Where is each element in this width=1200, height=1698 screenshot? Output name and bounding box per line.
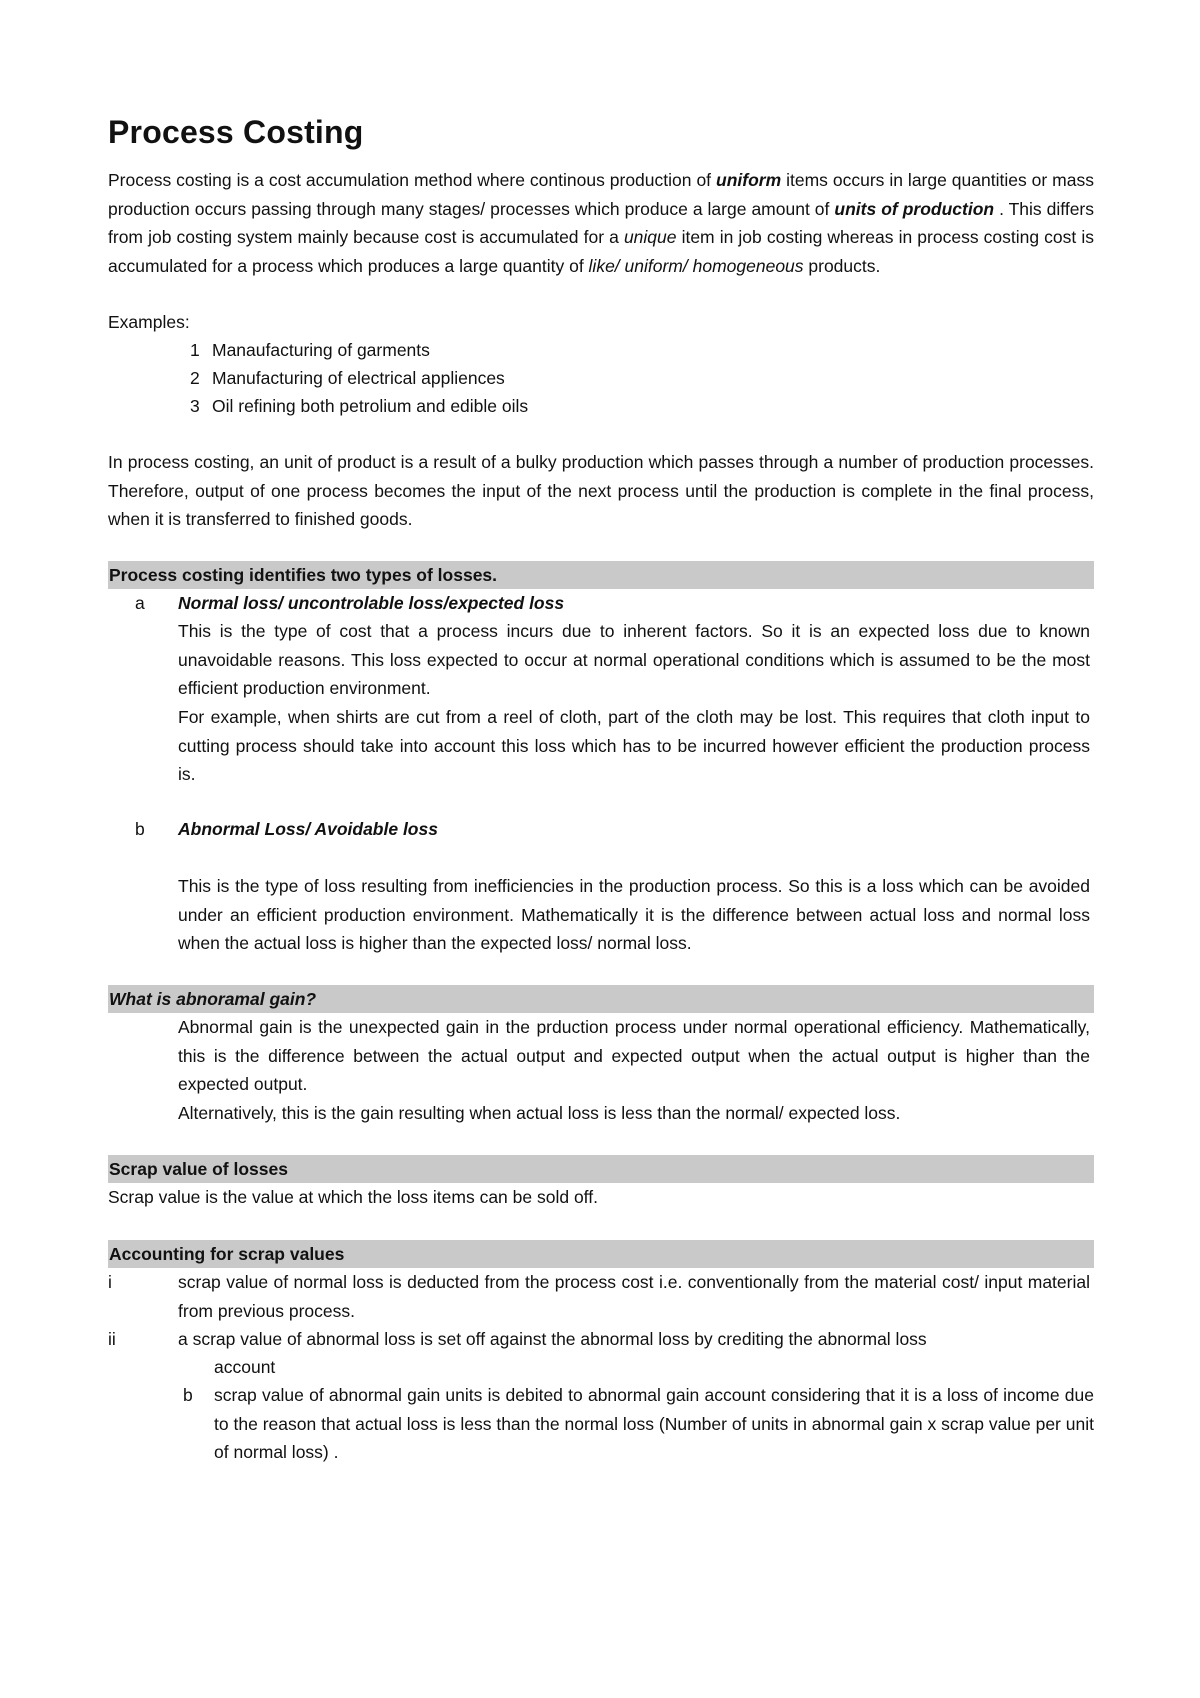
abnormal-loss-text: This is the type of loss resulting from inefficiencies in the production process. So this is a loss which can be avoided under an efficient production environment. Mathematically it is the difference between actual loss and normal loss when the actual loss is higher than the expected loss/ normal loss. [178, 876, 1090, 953]
list-item: 1 Manaufacturing of garments [190, 340, 430, 360]
scrap-value-heading: Scrap value of losses [108, 1155, 1094, 1183]
scrap-abnormal-loss-cont: account [214, 1357, 276, 1377]
scrap-value-text: Scrap value is the value at which the loss items can be sold off. [108, 1187, 598, 1207]
intro-paragraph: Process costing is a cost accumulation method where continous production of uniform items occurs in large quantities or mass production occurs passing through many stages/ processes which produce a large amount of units of production . This differs from job costing system mainly because cost is accumulated for a unique item in job costing whereas in process costing cost is accumulated for a process which produces a large quantity of like/ uniform/ homogeneous products. [108, 170, 1095, 276]
scrap-abnormal-loss-text: a scrap value of abnormal loss is set off against the abnormal loss by crediting the abnormal loss [178, 1329, 927, 1349]
list-marker-a: a [135, 593, 145, 613]
examples-label: Examples: [108, 312, 190, 332]
scrap-normal-loss-text: scrap value of normal loss is deducted from the process cost i.e. conventionally from the material cost/ input material from previous process. [178, 1272, 1090, 1321]
abnormal-loss-title: Abnormal Loss/ Avoidable loss [178, 819, 438, 839]
list-marker-b: b [135, 819, 145, 839]
emphasis-units-of-production: units of production [834, 198, 995, 219]
normal-loss-example: For example, when shirts are cut from a reel of cloth, part of the cloth may be lost. This requires that cloth input to cutting process should take into account this loss which has to be incurred however efficient the production process is. [178, 707, 1090, 784]
list-marker-ii-b: b [183, 1385, 193, 1405]
losses-heading: Process costing identifies two types of losses. [108, 561, 1094, 589]
abnormal-gain-heading: What is abnoramal gain? [108, 985, 1094, 1013]
list-marker-i: i [108, 1272, 112, 1292]
process-paragraph: In process costing, an unit of product is a result of a bulky production which passes through a number of production processes. Therefore, output of one process becomes the input of the next process until the production is complete in the final process, when it is transferred to finished goods. [108, 452, 1094, 529]
emphasis-unique: unique [623, 227, 677, 247]
list-item: 3 Oil refining both petrolium and edible oils [190, 396, 529, 416]
abnormal-gain-alternative: Alternatively, this is the gain resulting when actual loss is less than the normal/ expected loss. [178, 1103, 901, 1123]
list-marker-ii: ii [108, 1329, 116, 1349]
list-item: 2 Manufacturing of electrical appliences [190, 368, 505, 388]
page-title: Process Costing [108, 114, 364, 150]
emphasis-like-uniform: like/ uniform/ homogeneous [588, 255, 804, 276]
scrap-abnormal-gain-text: scrap value of abnormal gain units is debited to abnormal gain account considering that it is a loss of income due to the reason that actual loss is less than the normal loss (Number of units in abnormal gain x scrap value per unit of normal loss) . [214, 1385, 1094, 1462]
abnormal-gain-text: Abnormal gain is the unexpected gain in the prduction process under normal operational efficiency. Mathematically, this is the difference between the actual output and expected output when the actual output is higher than the expected output. [178, 1017, 1090, 1094]
normal-loss-title: Normal loss/ uncontrolable loss/expected loss [178, 593, 565, 613]
accounting-scrap-heading: Accounting for scrap values [108, 1240, 1094, 1268]
normal-loss-text: This is the type of cost that a process incurs due to inherent factors. So it is an expected loss due to known unavoidable reasons. This loss expected to occur at normal operational conditions which is assumed to be the most efficient production environment. [178, 621, 1090, 698]
emphasis-uniform: uniform [716, 170, 782, 190]
